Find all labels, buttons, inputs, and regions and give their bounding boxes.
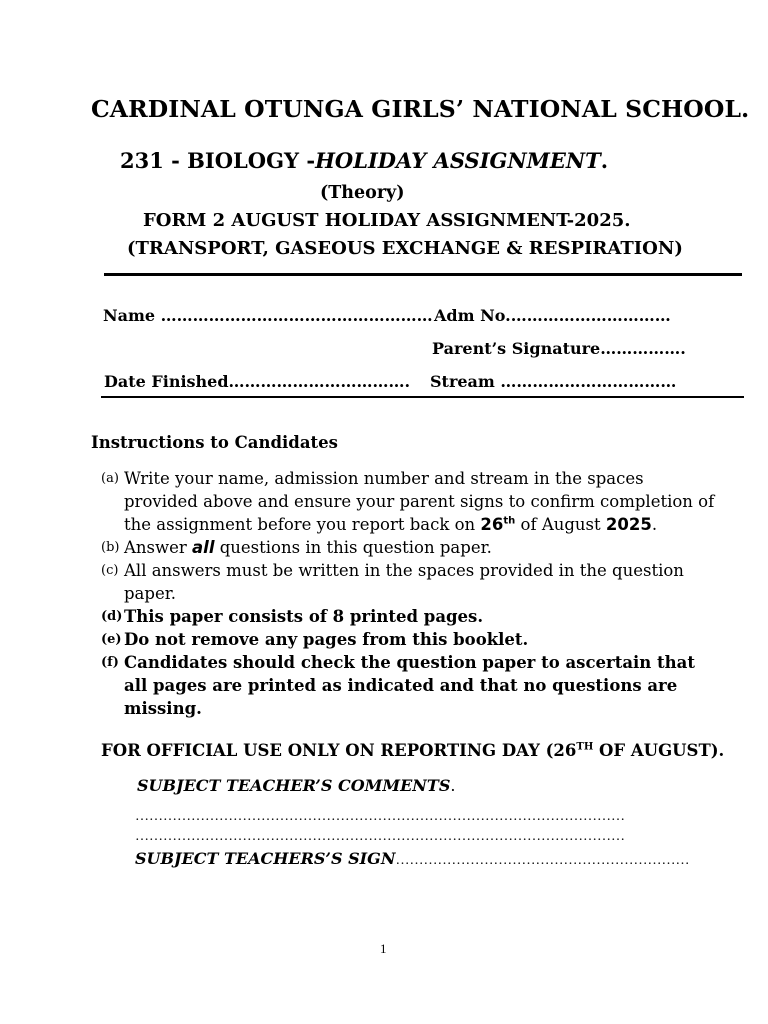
fields-divider — [101, 396, 744, 398]
item-text-part: . — [651, 515, 658, 534]
paper-title-period: . — [600, 148, 609, 173]
return-year: 2025 — [605, 515, 652, 534]
item-text-part: questions in this question paper. — [214, 538, 492, 557]
comments-label-dot: . — [450, 776, 456, 795]
day-suffix: th — [503, 515, 516, 527]
list-item — [101, 467, 721, 536]
list-item — [101, 605, 721, 628]
teacher-sign-line[interactable] — [135, 849, 689, 869]
emphasis-all: all — [192, 538, 215, 557]
item-label: (e) — [101, 632, 122, 647]
item-label: (c) — [101, 563, 119, 578]
comments-line-2[interactable]: …………………………………………………………………………………………… — [135, 829, 625, 844]
school-name: CARDINAL OTUNGA GIRLS’ NATIONAL SCHOOL. — [91, 95, 750, 123]
form-line: FORM 2 AUGUST HOLIDAY ASSIGNMENT-2025. — [143, 210, 631, 231]
paper-type: HOLIDAY ASSIGNMENT — [315, 148, 601, 173]
return-day — [480, 515, 515, 534]
official-sup: TH — [576, 741, 594, 753]
list-item — [101, 559, 721, 605]
official-text: OF AUGUST). — [593, 741, 725, 760]
item-text: All answers must be written in the spaces provided in the question paper. — [124, 561, 684, 603]
item-text-part: Answer — [124, 538, 193, 557]
instructions-list — [101, 467, 721, 720]
paper-title — [120, 148, 608, 173]
item-label: (d) — [101, 609, 123, 624]
sign-label: SUBJECT TEACHERS’S SIGN — [135, 849, 396, 868]
official-use-heading — [101, 741, 724, 760]
teacher-comments-label — [137, 776, 455, 795]
date-finished-field[interactable]: Date Finished……………………………. — [104, 372, 411, 391]
list-item — [101, 536, 721, 559]
item-text: Do not remove any pages from this booklet. — [124, 630, 529, 649]
comments-line-1[interactable]: …………………………………………………………………………………………… — [135, 809, 625, 824]
topics-line: (TRANSPORT, GASEOUS EXCHANGE & RESPIRATION) — [127, 238, 683, 259]
list-item — [101, 651, 721, 720]
paper-theory-label: (Theory) — [320, 183, 405, 203]
item-text: This paper consists of 8 printed pages. — [124, 607, 484, 626]
header-divider — [104, 273, 742, 276]
item-text-part: Write your name, admission number and stream in the spaces provided above and ensure your parent signs to confirm completion of the assignment before you report back on — [124, 469, 715, 534]
paper-code-subject: 231 - BIOLOGY - — [120, 148, 316, 173]
official-text: FOR OFFICIAL USE ONLY ON REPORTING DAY (26 — [101, 741, 577, 760]
item-label: (b) — [101, 540, 120, 555]
comments-label-text: SUBJECT TEACHER’S COMMENTS — [137, 776, 451, 795]
page-number: 1 — [380, 941, 387, 956]
item-text — [124, 467, 721, 536]
instructions-heading: Instructions to Candidates — [91, 433, 338, 452]
list-item — [101, 628, 721, 651]
adm-no-field[interactable]: Adm No.………………………… — [434, 306, 671, 325]
item-text-part: of August — [515, 515, 606, 534]
item-label: (f) — [101, 655, 119, 670]
item-text: Candidates should check the question paper to ascertain that all pages are printed as indicated and that no questions are missing. — [124, 653, 695, 718]
sign-dots: ……………………………………………………… — [395, 853, 690, 868]
stream-field[interactable]: Stream …………………………… — [430, 372, 677, 391]
day-number: 26 — [480, 515, 504, 534]
name-field[interactable]: Name …………………………………………… — [103, 306, 433, 325]
parent-signature-field[interactable]: Parent’s Signature……………. — [432, 339, 686, 358]
item-text — [124, 536, 721, 559]
item-label: (a) — [101, 471, 119, 486]
